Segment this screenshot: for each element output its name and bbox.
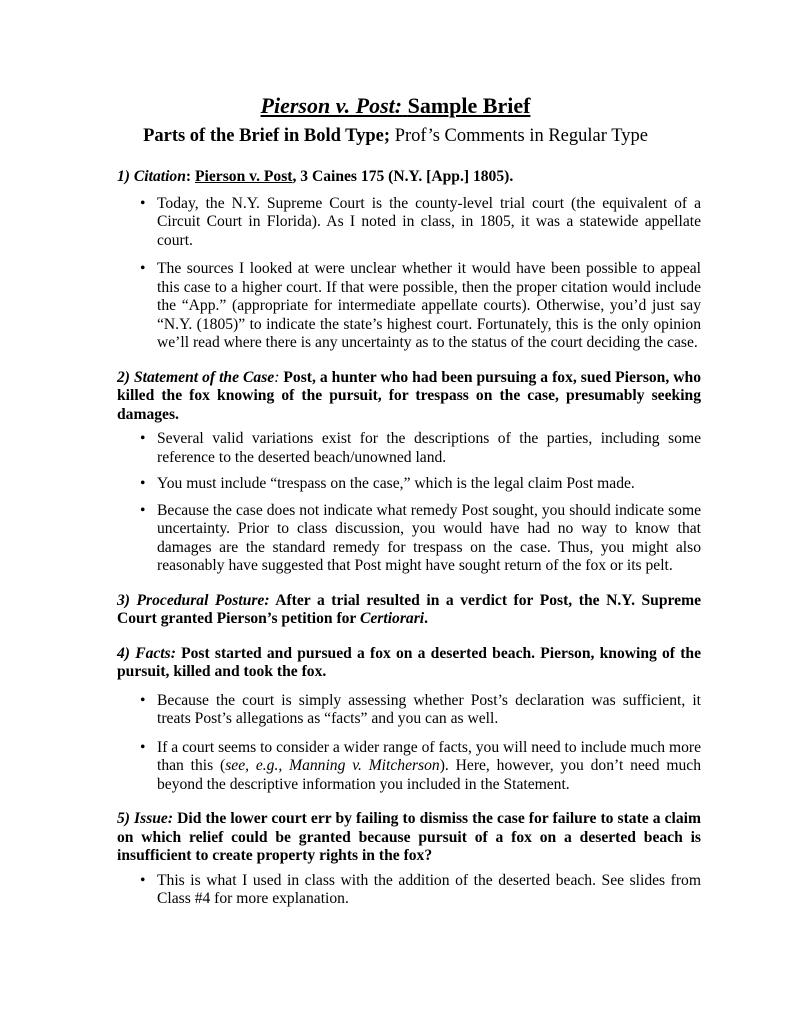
- facts-heading: 4) Facts: Post started and pursued a fox on a deserted beach. Pierson, knowing of the pursuit, killed and took the fox.: [117, 644, 701, 680]
- list-item: • You must include “trespass on the case,” which is the legal claim Post made.: [157, 475, 701, 494]
- issue-heading: 5) Issue: Did the lower court err by failing to dismiss the case for failure to state a claim on which relief could be granted because pursuit of a fox on a deserted beach is insufficient to create property rights in the fox?: [117, 810, 701, 864]
- list-item: • Because the case does not indicate what remedy Post sought, you should indicate some uncertainty. Prior to class discussion, you would have had no way to know that damages are the standard remedy for trespass on the case. Thus, you might also reasonably have suggested that Post might have sought return of the fox or its pelt.: [157, 502, 701, 576]
- list-item: • If a court seems to consider a wider range of facts, you will need to include much more than this (see, e.g., Manning v. Mitcherson). Here, however, you don’t need much beyond the descriptive information you included in the Statement.: [157, 739, 701, 795]
- statement-heading: 2) Statement of the Case: Post, a hunter who had been pursuing a fox, sued Pierson, who killed the fox knowing of the pursuit, for trespass on the case, presumably seeking damages.: [117, 368, 701, 423]
- procedural-posture: 3) Procedural Posture: After a trial resulted in a verdict for Post, the N.Y. Supreme Court granted Pierson’s petition for Certiorari.: [117, 591, 701, 627]
- citation-heading: 1) Citation: Pierson v. Post, 3 Caines 175 (N.Y. [App.] 1805).: [117, 168, 514, 185]
- page-title: Pierson v. Post: Sample Brief: [260, 93, 531, 118]
- list-item: • Because the court is simply assessing whether Post’s declaration was sufficient, it treats Post’s allegations as “facts” and you can as well.: [157, 692, 701, 729]
- list-item: • The sources I looked at were unclear whether it would have been possible to appeal this case to a higher court. If that were possible, then the proper citation would include the “App.” (appropriate for intermediate appellate courts). Otherwise, you’d just say “N.Y. (1805)” to indicate the state’s highest court. Fortunately, this is the only opinion we’ll read where there is any uncertainty as to the status of the court deciding the case.: [157, 260, 701, 353]
- subtitle: Parts of the Brief in Bold Type; Prof’s Comments in Regular Type: [143, 126, 648, 146]
- list-item: • Today, the N.Y. Supreme Court is the county-level trial court (the equivalent of a Circuit Court in Florida). As I noted in class, in 1805, it was a statewide appellate court.: [157, 195, 701, 251]
- list-item: • Several valid variations exist for the descriptions of the parties, including some reference to the deserted beach/unowned land.: [157, 430, 701, 467]
- list-item: • This is what I used in class with the addition of the deserted beach. See slides from Class #4 for more explanation.: [157, 872, 701, 909]
